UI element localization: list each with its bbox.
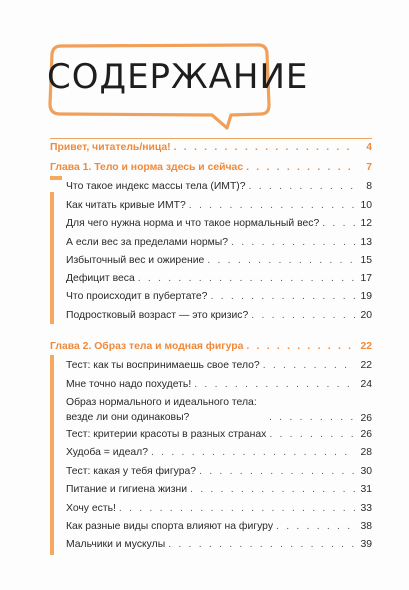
toc-item[interactable] xyxy=(66,465,372,478)
toc-item-label-line1: Образ нормального и идеального тела: xyxy=(66,397,257,408)
toc-item-page: 22 xyxy=(360,360,372,371)
dot-leader xyxy=(168,538,355,551)
toc-item[interactable] xyxy=(66,272,372,285)
chapter-1-side-bar xyxy=(50,192,54,324)
toc-item-label xyxy=(66,395,266,425)
toc-item-page: 20 xyxy=(360,310,372,321)
dot-leader xyxy=(207,254,355,267)
toc-item-label: Подростковый возраст — это кризис? xyxy=(66,310,249,321)
toc-item-page: 39 xyxy=(360,539,372,550)
toc-item-page: 38 xyxy=(360,521,372,532)
toc-item-page: 15 xyxy=(360,255,372,266)
top-divider xyxy=(50,138,372,139)
toc-item-label: Худоба = идеал? xyxy=(66,447,148,458)
toc-item-page: 19 xyxy=(360,291,372,302)
chapter-1-accent-bar xyxy=(50,176,62,180)
toc-item-label: Мальчики и мускулы xyxy=(66,539,166,550)
toc-item[interactable] xyxy=(66,446,372,459)
toc-item[interactable] xyxy=(66,199,372,212)
chapter-2-side-bar xyxy=(50,355,54,555)
dot-leader xyxy=(246,340,355,353)
dot-leader xyxy=(322,217,355,230)
dot-leader xyxy=(231,236,355,249)
toc-item[interactable] xyxy=(66,538,372,551)
toc-item-label: Как читать кривые ИМТ? xyxy=(66,200,186,211)
toc-item-page: 12 xyxy=(360,218,372,229)
toc-item-label: Хочу есть! xyxy=(66,503,116,514)
dot-leader xyxy=(246,161,355,174)
toc-item[interactable] xyxy=(66,290,372,303)
toc-entry-label: Привет, читатель/ница! xyxy=(50,142,171,153)
toc-item-label: Для чего нужна норма и что такое нормальный вес? xyxy=(66,218,320,229)
dot-leader xyxy=(119,502,355,515)
toc-item-page: 33 xyxy=(360,503,372,514)
dot-leader xyxy=(174,141,355,154)
toc-item-label: Что такое индекс массы тела (ИМТ)? xyxy=(66,181,246,192)
dot-leader xyxy=(269,428,355,441)
chapter-page: 22 xyxy=(360,341,372,352)
toc-item-page: 30 xyxy=(360,466,372,477)
dot-leader xyxy=(249,180,355,193)
toc-item-page: 26 xyxy=(360,429,372,440)
toc-item[interactable] xyxy=(66,520,372,533)
toc-item-page: 17 xyxy=(360,273,372,284)
dot-leader xyxy=(269,411,355,424)
toc-item[interactable] xyxy=(66,236,372,249)
toc-item-label: Мне точно надо похудеть! xyxy=(66,379,192,390)
toc-item[interactable] xyxy=(66,359,372,372)
toc-chapter-1[interactable] xyxy=(50,161,372,174)
dot-leader xyxy=(189,199,355,212)
toc-chapter-2[interactable] xyxy=(50,340,372,353)
toc-item-label: Тест: критерии красоты в разных странах xyxy=(66,429,267,440)
toc-item-label: Избыточный вес и ожирение xyxy=(66,255,205,266)
toc-item-label: Тест: какая у тебя фигура? xyxy=(66,466,197,477)
dot-leader xyxy=(263,359,355,372)
toc-item-label: Питание и гигиена жизни xyxy=(66,484,188,495)
dot-leader xyxy=(194,378,355,391)
toc-item-label-line2: везде ли они одинаковы? xyxy=(66,412,190,423)
toc-item[interactable] xyxy=(66,395,372,425)
toc-item[interactable] xyxy=(66,483,372,496)
toc-item[interactable] xyxy=(66,428,372,441)
toc-item-label: Тест: как ты воспринимаешь свое тело? xyxy=(66,360,260,371)
chapter-label: Глава 2. Образ тела и модная фигура xyxy=(50,341,244,352)
toc-item[interactable] xyxy=(66,254,372,267)
toc-item-label: А если вес за пределами нормы? xyxy=(66,237,229,248)
chapter-page: 7 xyxy=(366,162,372,173)
chapter-label: Глава 1. Тело и норма здесь и сейчас xyxy=(50,162,244,173)
toc-item-page: 28 xyxy=(360,447,372,458)
toc-item[interactable] xyxy=(66,180,372,193)
toc-item-page: 10 xyxy=(360,200,372,211)
toc-item-label: Дефицит веса xyxy=(66,273,135,284)
toc-item[interactable] xyxy=(66,217,372,230)
dot-leader xyxy=(199,465,355,478)
toc-item-page: 24 xyxy=(360,379,372,390)
toc-item[interactable] xyxy=(66,309,372,322)
toc-item[interactable] xyxy=(66,378,372,391)
toc-entry-page: 4 xyxy=(366,142,372,153)
dot-leader xyxy=(138,272,355,285)
page-title: СОДЕРЖАНИЕ xyxy=(47,57,309,97)
dot-leader xyxy=(251,309,355,322)
toc-item-page: 26 xyxy=(360,413,372,424)
toc-item-label: Что происходит в пубертате? xyxy=(66,291,208,302)
toc-item[interactable] xyxy=(66,502,372,515)
toc-item-page: 13 xyxy=(360,237,372,248)
dot-leader xyxy=(210,290,355,303)
dot-leader xyxy=(276,520,355,533)
dot-leader xyxy=(151,446,355,459)
toc-item-label: Как разные виды спорта влияют на фигуру xyxy=(66,521,274,532)
dot-leader xyxy=(190,483,355,496)
toc-item-page: 31 xyxy=(360,484,372,495)
toc-item-page: 8 xyxy=(366,181,372,192)
toc-intro[interactable] xyxy=(50,141,372,154)
